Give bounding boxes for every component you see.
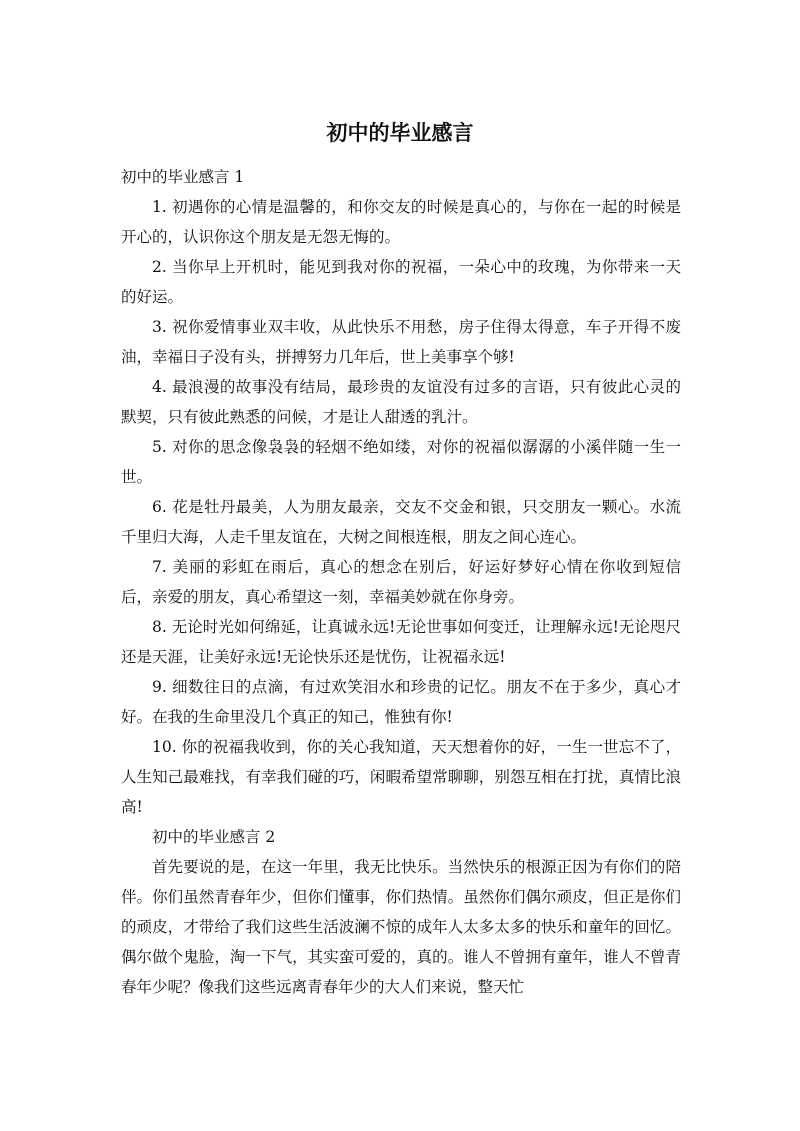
- list-item-2: 2. 当你早上开机时，能见到我对你的祝福，一朵心中的玫瑰，为你带来一天的好运。: [121, 258, 681, 306]
- body-paragraph: 首先要说的是，在这一年里，我无比快乐。当然快乐的根源正因为有你们的陪伴。你们虽然青春年少，但你们懂事，你们热情。虽然你们偶尔顽皮，但正是你们的顽皮，才带给了我们这些生活波澜不惊的成年人太多太多的快乐和童年的回忆。偶尔做个鬼脸，淘一下气，其实蛮可爱的，真的。谁人不曾拥有童年，谁人不曾青春年少呢？像我们这些远离青春年少的大人们来说，整天忙: [121, 858, 681, 996]
- list-item-8: 8. 无论时光如何绵延，让真诚永远!无论世事如何变迁，让理解永远!无论咫尺还是天涯，让美好永远!无论快乐还是忧伤，让祝福永远!: [121, 618, 681, 666]
- list-item-6: 6. 花是牡丹最美，人为朋友最亲，交友不交金和银，只交朋友一颗心。水流千里归大海，人走千里友谊在，大树之间根连根，朋友之间心连心。: [121, 498, 681, 546]
- list-item-3: 3. 祝你爱情事业双丰收，从此快乐不用愁，房子住得太得意，车子开得不废油，幸福日子没有头，拼搏努力几年后，世上美事享个够!: [121, 318, 681, 366]
- list-item-7: 7. 美丽的彩虹在雨后，真心的想念在别后，好运好梦好心情在你收到短信后，亲爱的朋友，真心希望这一刻，幸福美妙就在你身旁。: [121, 558, 681, 606]
- list-item-9: 9. 细数往日的点滴，有过欢笑泪水和珍贵的记忆。朋友不在于多少，真心才好。在我的生命里没几个真正的知己，惟独有你!: [121, 678, 681, 726]
- list-item-10: 10. 你的祝福我收到，你的关心我知道，天天想着你的好，一生一世忘不了，人生知己最难找，有幸我们碰的巧，闲暇希望常聊聊，别怨互相在打扰，真情比浪高!: [121, 738, 681, 816]
- list-item-1: 1. 初遇你的心情是温馨的，和你交友的时候是真心的，与你在一起的时候是开心的，认识你这个朋友是无怨无悔的。: [121, 198, 681, 246]
- document-title: 初中的毕业感言: [326, 121, 474, 145]
- section-heading-2: 初中的毕业感言 2: [152, 828, 276, 846]
- document-body: [121, 162, 681, 1002]
- section-heading-1: 初中的毕业感言 1: [121, 168, 245, 186]
- list-item-4: 4. 最浪漫的故事没有结局，最珍贵的友谊没有过多的言语，只有彼此心灵的默契，只有彼此熟悉的问候，才是让人甜透的乳汁。: [121, 378, 681, 426]
- list-item-5: 5. 对你的思念像袅袅的轻烟不绝如缕，对你的祝福似潺潺的小溪伴随一生一世。: [121, 438, 681, 486]
